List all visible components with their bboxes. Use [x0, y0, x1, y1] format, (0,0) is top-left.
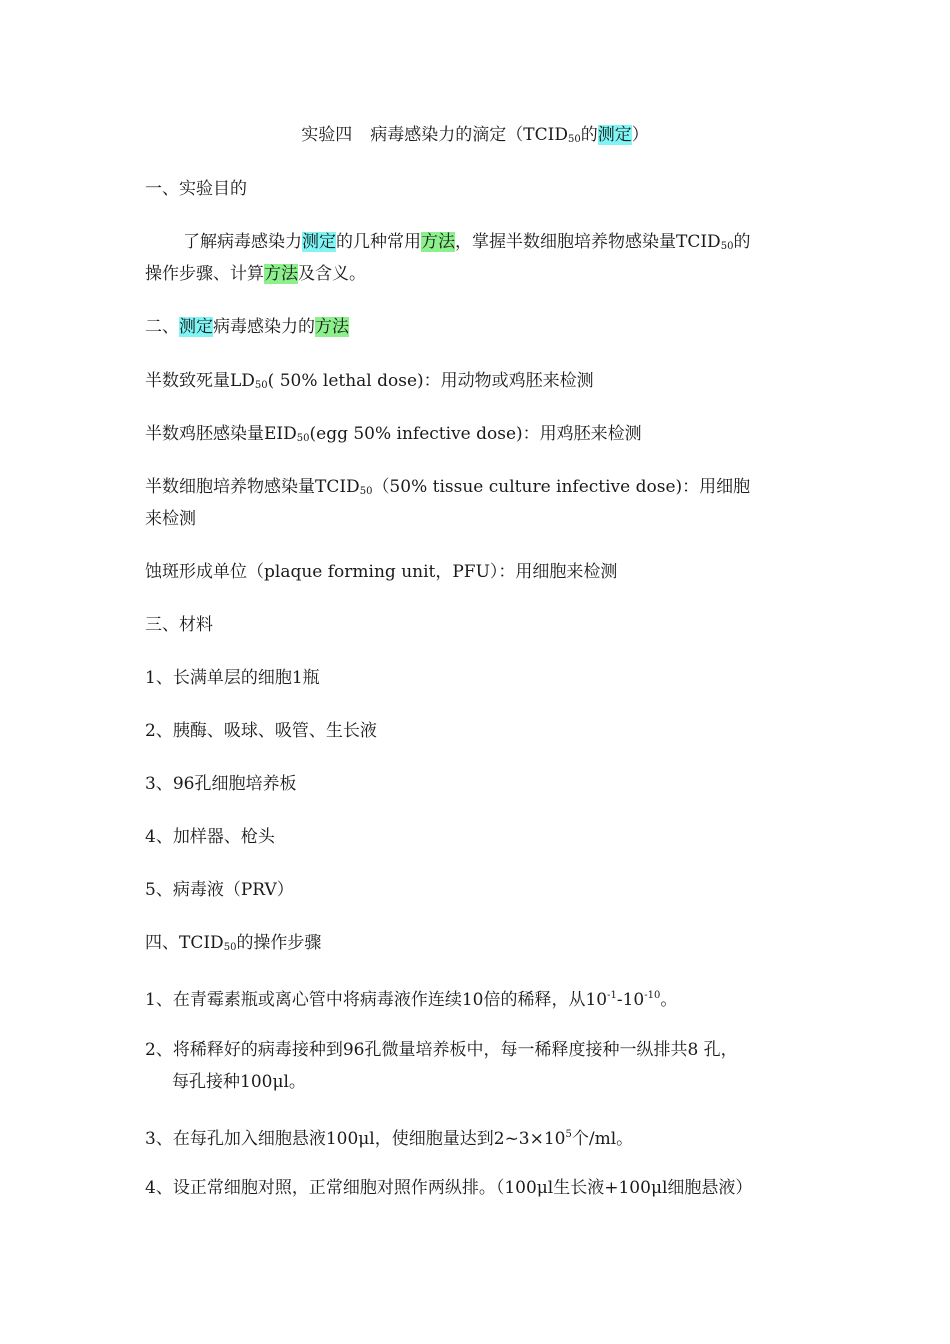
text-run: 。 — [660, 990, 678, 1010]
text-run: 半数致死量LD — [145, 371, 255, 391]
highlight: 方法 — [315, 317, 349, 337]
material-item: 3、96孔细胞培养板 — [145, 774, 297, 794]
text-run: 及含义。 — [298, 264, 366, 284]
tcid50-line-cont: 来检测 — [145, 509, 196, 529]
material-item: 2、胰酶、吸球、吸管、生长液 — [145, 721, 377, 741]
section-heading-3: 三、材料 — [145, 615, 213, 635]
material-item: 1、长满单层的细胞1瓶 — [145, 668, 320, 688]
subscript: 50 — [254, 380, 268, 391]
text-run: 了解病毒感染力 — [183, 232, 302, 252]
text-run: -10 — [616, 990, 645, 1010]
subscript: 50 — [223, 942, 237, 953]
text-run: (egg 50% infective dose)：用鸡胚来检测 — [309, 424, 642, 444]
text-run: 3、在每孔加入细胞悬液100μl，使细胞量达到2~3×10 — [145, 1129, 566, 1149]
subscript: 50 — [720, 241, 734, 252]
text-run: 的操作步骤 — [236, 933, 322, 953]
text-run: 的几种常用 — [336, 232, 421, 252]
step-1 — [145, 980, 677, 1016]
text-run: 的 — [733, 232, 751, 252]
highlight: 测定 — [179, 317, 213, 337]
material-item: 5、病毒液（PRV） — [145, 880, 294, 900]
step-2: 2、将稀释好的病毒接种到96孔微量培养板中，每一稀释度接种一纵排共8 孔， — [145, 1040, 738, 1060]
text-run: 半数鸡胚感染量EID — [145, 424, 297, 444]
subscript: 50 — [296, 433, 310, 444]
text-run: （50% tissue culture infective dose)：用细胞 — [372, 477, 751, 497]
highlight: 方法 — [264, 264, 298, 284]
superscript: -1 — [607, 990, 617, 1001]
title-part: ） — [631, 125, 649, 145]
text-run: 四、TCID — [145, 933, 224, 953]
tcid50-line — [145, 471, 750, 508]
superscript: -10 — [644, 990, 661, 1001]
subscript: 50 — [567, 134, 581, 145]
subscript: 50 — [359, 486, 373, 497]
section-heading-2 — [145, 311, 349, 343]
text-run: ，掌握半数细胞培养物感染量TCID — [455, 232, 721, 252]
text-run: 1、在青霉素瓶或离心管中将病毒液作连续10倍的稀释，从10 — [145, 990, 608, 1010]
step-3 — [145, 1119, 633, 1155]
highlight: 方法 — [421, 232, 455, 252]
title-part: 的 — [580, 125, 598, 145]
text-run: 个/ml。 — [571, 1129, 634, 1149]
title-part: 病毒感染力的滴定（TCID — [370, 125, 568, 145]
section-heading-4 — [145, 927, 321, 964]
pfu-line: 蚀斑形成单位（plaque forming unit，PFU）：用细胞来检测 — [145, 562, 618, 582]
superscript: 5 — [565, 1129, 572, 1140]
highlight: 测定 — [302, 232, 336, 252]
step-2-cont: 每孔接种100μl。 — [172, 1072, 306, 1092]
step-4: 4、设正常细胞对照，正常细胞对照作两纵排。（100μl生长液+100μl细胞悬液） — [145, 1178, 753, 1198]
text-run: 半数细胞培养物感染量TCID — [145, 477, 360, 497]
text-run: 操作步骤、计算 — [145, 264, 264, 284]
highlight: 测定 — [597, 125, 632, 145]
eid50-line — [145, 418, 642, 455]
ld50-line — [145, 365, 594, 402]
paragraph-purpose-cont — [145, 258, 366, 290]
text-run: 二、 — [145, 317, 179, 337]
text-run: ( 50% lethal dose)：用动物或鸡胚来检测 — [267, 371, 594, 391]
title-part: 实验四 — [301, 125, 353, 145]
material-item: 4、加样器、枪头 — [145, 827, 275, 847]
text-run: 病毒感染力的 — [213, 317, 315, 337]
document-title — [0, 119, 950, 156]
section-heading-1: 一、实验目的 — [145, 179, 247, 199]
